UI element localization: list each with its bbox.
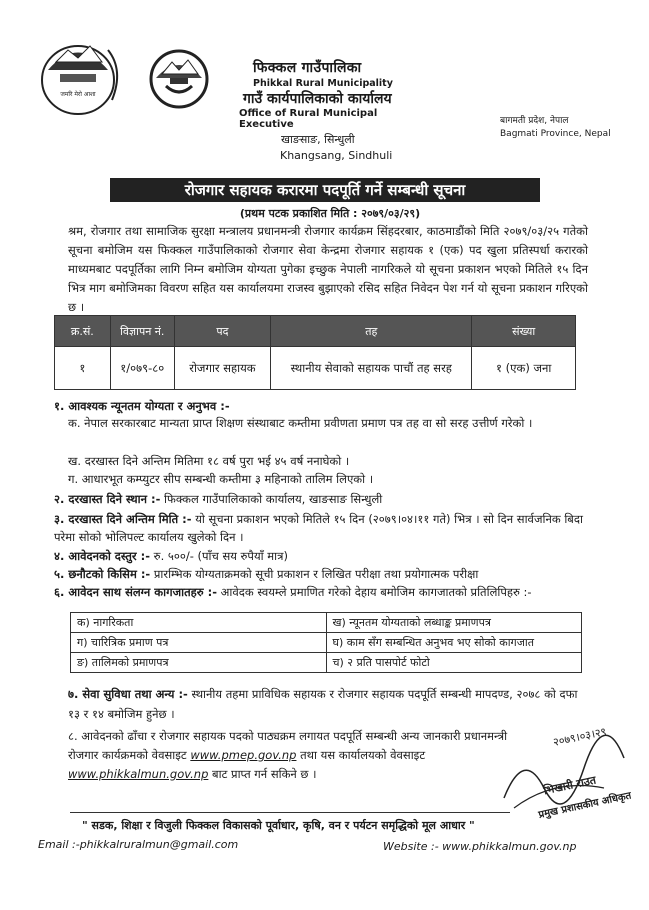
section-3-text: यो सूचना प्रकाशन भएको मितिले १५ दिन (२०७९।०४।११ गते) भित्र । सो दिन सार्वजनिक बिदा परेमा सोको भोलिपल्ट कार्यालय खुलेको दिन ।: [54, 512, 583, 544]
section-8-text-b: तथा यस कार्यालयको वेवसाइट: [296, 748, 426, 762]
signature-stamp: [494, 728, 644, 828]
pmep-website-link[interactable]: www.pmep.gov.np: [190, 748, 297, 762]
cell-post: रोजगार सहायक: [174, 347, 270, 390]
office-name-np: गाउँ कार्यपालिकाको कार्यालय: [243, 91, 392, 107]
table-row: [71, 613, 582, 633]
section-7: [68, 684, 588, 724]
phikkal-website-link[interactable]: www.phikkalmun.gov.np: [68, 767, 209, 781]
section-4-text: रु. ५००/- (पाँच सय रुपैयाँ मात्र): [150, 549, 288, 563]
province-en: Bagmati Province, Nepal: [500, 129, 611, 139]
footer-slogan: " सडक, शिक्षा र विजुली फिक्कल विकासको पूर्वाधार, कृषि, वन र पर्यटन समृद्धिको मूल आधार ": [82, 819, 475, 832]
table-header-row: [55, 316, 576, 347]
section-4: [54, 547, 614, 565]
doc-character-certificate: ग) चारित्रिक प्रमाण पत्र: [71, 633, 327, 653]
section-5: [54, 565, 614, 583]
th-level: तह: [271, 316, 472, 347]
doc-experience: घ) काम सँग सम्बन्धित अनुभव भए सोको कागजात: [326, 633, 582, 653]
footer-website[interactable]: Website :- www.phikkalmun.gov.np: [383, 840, 577, 853]
stamp-title: प्रमुख प्रशासकीय अधिकृत: [537, 790, 633, 821]
th-ad-no: विज्ञापन नं.: [110, 316, 174, 347]
doc-marksheet: ख) न्यूनतम योग्यताको लब्धाङ्क प्रमाणपत्र: [326, 613, 582, 633]
table-row: [71, 653, 582, 673]
notice-title: रोजगार सहायक करारमा पदपूर्ति गर्ने सम्बन्धी सूचना: [110, 178, 540, 202]
th-post: पद: [174, 316, 270, 347]
province-np: बागमती प्रदेश, नेपाल: [500, 116, 569, 126]
footer-email[interactable]: Email :-phikkalruralmun@gmail.com: [38, 838, 239, 851]
section-1-heading: १. आवश्यक न्यूनतम योग्यता र अनुभव :-: [54, 399, 230, 413]
signature-date: २०७९।०३।२९: [551, 728, 608, 749]
doc-citizenship: क) नागरिकता: [71, 613, 327, 633]
cell-level: स्थानीय सेवाको सहायक पाचौं तह सरह: [271, 347, 472, 390]
section-8: [68, 727, 508, 784]
section-1-item-b: ख. दरखास्त दिने अन्तिम मितिमा १८ वर्ष पुरा भई ४५ वर्ष ननाघेको ।: [68, 454, 350, 468]
municipality-name-np: फिक्कल गाउँपालिका: [253, 60, 362, 76]
th-sn: क्र.सं.: [55, 316, 111, 347]
footer-divider: [70, 812, 510, 813]
government-emblem-logo: [148, 48, 210, 110]
section-1-item-c: ग. आधारभूत कम्प्युटर सीप सम्बन्धी कम्तीमा ३ महिनाको तालिम लिएको ।: [68, 472, 374, 486]
section-2-label: २. दरखास्त दिने स्थान :-: [54, 492, 161, 506]
province-block: [500, 113, 640, 142]
section-5-text: प्रारम्भिक योग्यताक्रमको सूची प्रकाशन र लिखित परीक्षा तथा प्रयोगात्मक परीक्षा: [150, 567, 479, 581]
doc-training-certificate: ङ) तालिमको प्रमाणपत्र: [71, 653, 327, 673]
section-4-label: ४. आवेदनको दस्तुर :-: [54, 549, 151, 563]
intro-paragraph: श्रम, रोजगार तथा सामाजिक सुरक्षा मन्त्रालय प्रधानमन्त्री रोजगार कार्यक्रम सिंहदरबार, काठमाडौंको मिति २०७९/०३/२५ गतेको सूचना बमोजिम यस फिक्कल गाउँपालिकाको रोजगार सेवा केन्द्रमा रोजगार सहायक १ (एक) पद खुला प्रतिस्पर्धा करारको माध्यमबाट पदपूर्तिका लागि निम्न बमोजिम योग्यता पुगेका इच्छुक नेपाली नागरिकले यो सूचना प्रकाशन भएको मितिले १५ दिन भित्र माग बमोजिमका विवरण सहित यस कार्यालयमा राजस्व बुझाएको रसिद सहित निवेदन पेश गर्न यो सूचना प्रकाशन गरिएको छ ।: [68, 224, 588, 314]
address-en: Khangsang, Sindhuli: [280, 149, 393, 162]
section-7-label: ७. सेवा सुविधा तथा अन्य :-: [68, 687, 188, 701]
section-6: [54, 583, 584, 601]
office-header: [225, 58, 425, 162]
section-3: [54, 510, 594, 546]
section-8-text-a: ८. आवेदनको ढाँचा र रोजगार सहायक पदको पाठ्यक्रम लगायत पदपूर्ति सम्बन्धी अन्य जानकारी प्रधानमन्त्री रोजगार कार्यक्रमको वेवसाइट: [68, 729, 508, 762]
section-3-label: ३. दरखास्त दिने अन्तिम मिति :-: [54, 512, 192, 526]
address-np: खाङसाङ, सिन्धुली: [281, 133, 355, 146]
section-7-text: स्थानीय तहमा प्राविधिक सहायक र रोजगार सहायक पदपूर्ति सम्बन्धी मापदण्ड, २०७८ को दफा १३ र १४ बमोजिम हुनेछ ।: [68, 687, 578, 721]
section-6-label: ६. आवेदन साथ संलग्न कागजातहरु :-: [54, 585, 217, 599]
cell-ad-no: १/०७९-८०: [110, 347, 174, 390]
cell-sn: १: [55, 347, 111, 390]
publish-date: (प्रथम पटक प्रकाशित मिति : २०७९/०३/२९): [239, 207, 421, 220]
section-1-item-a: क. नेपाल सरकारबाट मान्यता प्राप्त शिक्षण संस्थाबाट कम्तीमा प्रवीणता प्रमाण पत्र तह वा सो सरह उत्तीर्ण गरेको ।: [68, 416, 533, 430]
section-8-text-c: बाट प्राप्त गर्न सकिने छ ।: [208, 767, 317, 781]
documents-table: [70, 612, 582, 673]
table-row: [55, 347, 576, 390]
th-count: संख्या: [472, 316, 576, 347]
logo-left-motto: जमरि मेरो आशा: [60, 91, 96, 98]
cell-count: १ (एक) जना: [472, 347, 576, 390]
stamp-name: भिखारी राउत: [542, 773, 598, 798]
municipality-seal-logo: [38, 30, 138, 118]
table-row: [71, 633, 582, 653]
office-name-en: Office of Rural Municipal Executive: [239, 108, 378, 130]
vacancy-table: [54, 315, 576, 390]
section-2: [54, 490, 614, 508]
section-6-text: आवेदक स्वयम्ले प्रमाणित गरेको देहाय बमोजिम कागजातको प्रतिलिपिहरु :-: [217, 585, 532, 599]
municipality-name-en: Phikkal Rural Municipality: [253, 78, 393, 89]
doc-passport-photo: च) २ प्रति पासपोर्ट फोटो: [326, 653, 582, 673]
section-2-text: फिक्कल गाउँपालिकाको कार्यालय, खाङसाङ सिन्धुली: [160, 492, 383, 506]
section-5-label: ५. छनौटको किसिम :-: [54, 567, 151, 581]
